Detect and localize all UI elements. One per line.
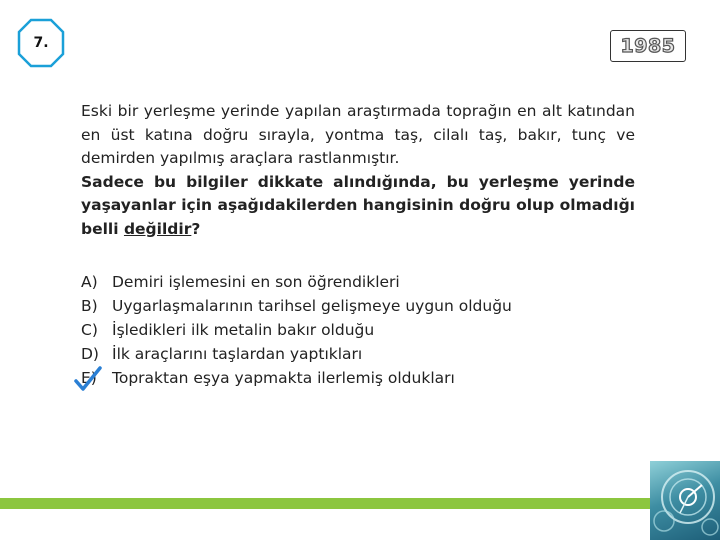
option-letter: A)	[81, 273, 98, 291]
corner-decoration	[650, 461, 720, 540]
option-d[interactable]	[81, 342, 641, 366]
option-text: Uygarlaşmalarının tarihsel gelişmeye uygun olduğu	[112, 297, 512, 315]
option-letter: E)	[81, 369, 97, 387]
question-paragraph-1: Eski bir yerleşme yerinde yapılan araştırmada toprağın en alt katından en üst katına doğru sırayla, yontma taş, cilalı taş, bakır, tunç ve demirden yapılmış araçlara rastlanmıştır.	[81, 102, 635, 167]
check-mark-icon	[73, 366, 103, 392]
option-letter: D)	[81, 345, 99, 363]
footer-accent-bar	[0, 498, 720, 509]
question-mark: ?	[191, 219, 201, 238]
answer-options	[81, 270, 641, 390]
clock-compass-decoration-icon	[650, 461, 720, 540]
question-number: 7.	[33, 35, 49, 51]
option-text: İşledikleri ilk metalin bakır olduğu	[112, 321, 375, 339]
question-number-badge	[17, 18, 65, 68]
option-a[interactable]	[81, 270, 641, 294]
question-negation: değildir	[123, 219, 192, 238]
year-label: 1985	[610, 30, 686, 62]
option-e[interactable]	[81, 366, 641, 390]
option-c[interactable]	[81, 318, 641, 342]
question-text	[81, 100, 635, 241]
option-text: Demiri işlemesini en son öğrendikleri	[112, 273, 400, 291]
question-paragraph-2	[81, 171, 635, 242]
option-b[interactable]	[81, 294, 641, 318]
option-text: Topraktan eşya yapmakta ilerlemiş oldukları	[112, 369, 455, 387]
question-prompt: Sadece bu bilgiler dikkate alındığında, bu yerleşme yerinde yaşayanlar için aşağıdakilerden hangisinin doğru olup olmadığı belli	[81, 172, 635, 238]
option-letter: B)	[81, 297, 98, 315]
option-text: İlk araçlarını taşlardan yaptıkları	[112, 345, 363, 363]
option-letter: C)	[81, 321, 98, 339]
